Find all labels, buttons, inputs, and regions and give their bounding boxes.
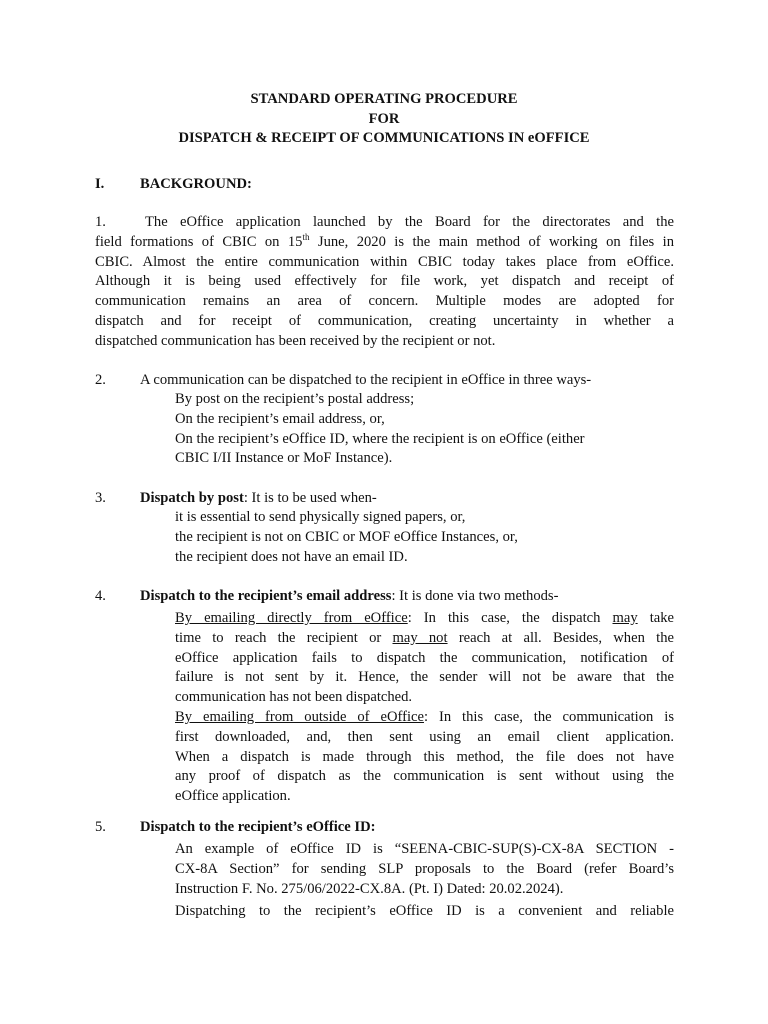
para5-last: [175, 902, 674, 922]
method1-line: time to reach the recipient or may not reach at all. Besides, when the: [175, 629, 674, 646]
method1-line: failure is not sent by it. Hence, the sender will not be aware that the: [175, 669, 674, 686]
section-number: I.: [95, 176, 105, 192]
method1-line: communication has not been dispatched.: [175, 689, 413, 706]
para1-line: field formations of CBIC on 15th June, 2020 is the main method of working on files in: [95, 231, 674, 250]
para3-item: the recipient is not on CBIC or MOF eOffice Instances, or,: [175, 529, 518, 545]
para5-example: [175, 840, 674, 899]
title-line-2: FOR: [368, 111, 400, 127]
method2-line: By emailing from outside of eOffice: In this case, the communication is: [175, 709, 675, 725]
para5-line: Instruction F. No. 275/06/2022-CX.8A. (Pt. I) Dated: 20.02.2024).: [175, 880, 564, 897]
para5-line: An example of eOffice ID is “SEENA-CBIC-SUP(S)-CX-8A SECTION -: [175, 841, 674, 857]
para2-item: CBIC I/II Instance or MoF Instance).: [175, 450, 393, 466]
para1-line: CBIC. Almost the entire communication within CBIC today takes place from eOffice.: [95, 253, 674, 270]
para4-method-2: [175, 708, 674, 807]
para1-number: 1.: [95, 214, 106, 230]
title-line-3: DISPATCH & RECEIPT OF COMMUNICATIONS IN eOFFICE: [178, 130, 590, 146]
para1-line: communication remains an area of concern. Multiple modes are adopted for: [95, 293, 674, 310]
method1-label: By emailing directly from eOffice: [175, 610, 408, 626]
method2-line: When a dispatch is made through this method, the file does not have: [175, 748, 674, 765]
para1-body: [95, 213, 674, 352]
method2-line: eOffice application.: [175, 788, 291, 805]
para2-number: 2.: [95, 372, 106, 388]
para4-number: 4.: [95, 588, 106, 604]
para4-method-1: [175, 609, 674, 708]
para5-line: Dispatching to the recipient’s eOffice ID is a convenient and reliable: [175, 903, 674, 919]
method1-line: eOffice application fails to dispatch the communication, notification of: [175, 649, 674, 666]
title-line-1: STANDARD OPERATING PROCEDURE: [250, 91, 518, 107]
para3-intro: Dispatch by post: It is to be used when-: [140, 490, 377, 506]
para4-heading: Dispatch to the recipient’s email address: [140, 588, 392, 604]
para3-item: it is essential to send physically signed papers, or,: [175, 509, 466, 525]
method2-line: any proof of dispatch as the communication is sent without using the: [175, 768, 674, 785]
para3-heading: Dispatch by post: [140, 490, 244, 506]
para5-heading: Dispatch to the recipient’s eOffice ID:: [140, 819, 376, 835]
para1-line: Although it is being used effectively for file work, yet dispatch and receipt of: [95, 273, 674, 290]
para2-item: By post on the recipient’s postal address;: [175, 391, 415, 407]
para2-intro: A communication can be dispatched to the recipient in eOffice in three ways-: [140, 372, 592, 388]
para1-line: The eOffice application launched by the Board for the directorates and the: [145, 214, 674, 230]
para1-line: dispatch and for receipt of communication, creating uncertainty in whether a: [95, 312, 674, 329]
para1-line: dispatched communication has been received by the recipient or not.: [95, 332, 496, 349]
method1-line: By emailing directly from eOffice: In this case, the dispatch may take: [175, 610, 674, 626]
section-heading: BACKGROUND:: [140, 176, 252, 192]
para4-intro: Dispatch to the recipient’s email address: It is done via two methods-: [140, 588, 559, 604]
para2-item: On the recipient’s email address, or,: [175, 411, 385, 427]
para3-item: the recipient does not have an email ID.: [175, 549, 408, 565]
para3-number: 3.: [95, 490, 106, 506]
method2-line: first downloaded, and, then sent using an email client application.: [175, 728, 674, 745]
para5-number: 5.: [95, 819, 106, 835]
method2-label: By emailing from outside of eOffice: [175, 709, 424, 725]
para5-line: CX-8A Section” for sending SLP proposals to the Board (refer Board’s: [175, 860, 674, 877]
para2-item: On the recipient’s eOffice ID, where the recipient is on eOffice (either: [175, 431, 585, 447]
